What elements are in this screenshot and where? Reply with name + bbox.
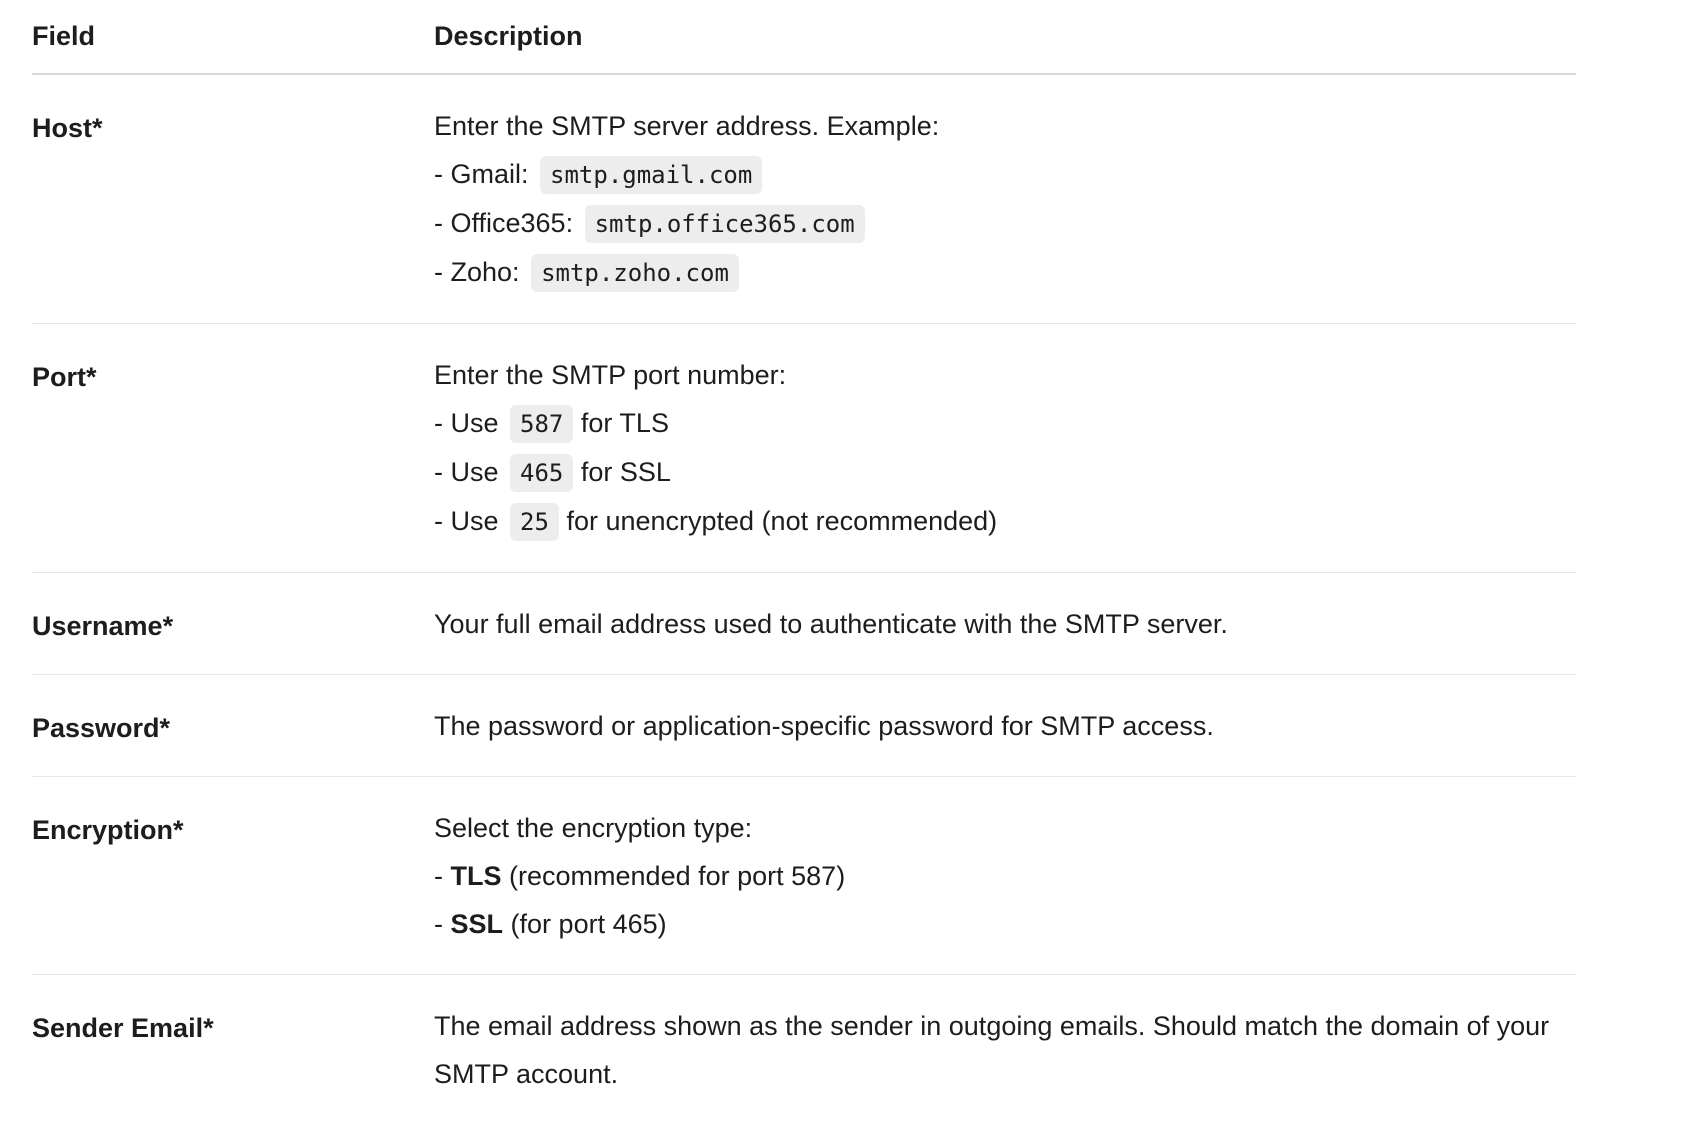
port-item-suffix: for TLS xyxy=(581,408,669,438)
port-item-tls xyxy=(434,399,1576,448)
field-label-password: Password* xyxy=(32,704,434,752)
host-item-gmail xyxy=(434,150,1576,199)
encryption-type-name: TLS xyxy=(451,861,502,891)
code-snippet: 587 xyxy=(510,405,573,443)
column-header-field: Field xyxy=(32,0,434,74)
code-snippet: 465 xyxy=(510,454,573,492)
table-row-sender-email xyxy=(32,975,1576,1124)
description-encryption xyxy=(434,777,1576,975)
description-host xyxy=(434,74,1576,324)
table-row-password xyxy=(32,675,1576,777)
table-row-username xyxy=(32,573,1576,675)
smtp-fields-table xyxy=(32,0,1576,1124)
password-text: The password or application-specific password for SMTP access. xyxy=(434,702,1576,750)
code-snippet: smtp.office365.com xyxy=(585,205,865,243)
description-sender-email xyxy=(434,975,1576,1124)
field-name-host xyxy=(32,74,434,324)
port-item-prefix: - Use xyxy=(434,506,499,536)
encryption-item-ssl xyxy=(434,900,1576,948)
port-item-ssl xyxy=(434,448,1576,497)
field-label-port: Port* xyxy=(32,353,434,401)
field-label-username: Username* xyxy=(32,602,434,650)
encryption-type-name: SSL xyxy=(451,909,504,939)
host-item-prefix: - Zoho: xyxy=(434,257,520,287)
encryption-item-tls xyxy=(434,852,1576,900)
field-label-host: Host* xyxy=(32,104,434,152)
field-name-encryption xyxy=(32,777,434,975)
port-item-prefix: - Use xyxy=(434,408,499,438)
table-row-port xyxy=(32,324,1576,573)
port-intro: Enter the SMTP port number: xyxy=(434,351,1576,399)
field-label-sender-email: Sender Email* xyxy=(32,1004,434,1052)
field-name-password xyxy=(32,675,434,777)
port-item-suffix: for unencrypted (not recommended) xyxy=(566,506,997,536)
smtp-fields-table-wrapper xyxy=(32,0,1576,1124)
host-item-office365 xyxy=(434,199,1576,248)
field-label-encryption: Encryption* xyxy=(32,806,434,854)
field-name-sender-email xyxy=(32,975,434,1124)
code-snippet: 25 xyxy=(510,503,559,541)
description-port xyxy=(434,324,1576,573)
encryption-intro: Select the encryption type: xyxy=(434,804,1576,852)
host-item-prefix: - Office365: xyxy=(434,208,573,238)
host-intro: Enter the SMTP server address. Example: xyxy=(434,102,1576,150)
table-header-row xyxy=(32,0,1576,74)
sender-email-text: The email address shown as the sender in outgoing emails. Should match the domain of your SMTP account. xyxy=(434,1002,1576,1098)
host-item-zoho xyxy=(434,248,1576,297)
column-header-description: Description xyxy=(434,0,1576,74)
encryption-item-suffix: (for port 465) xyxy=(511,909,667,939)
encryption-item-suffix: (recommended for port 587) xyxy=(509,861,845,891)
encryption-item-prefix: - xyxy=(434,909,443,939)
port-item-unencrypted xyxy=(434,497,1576,546)
table-row-host xyxy=(32,74,1576,324)
description-password xyxy=(434,675,1576,777)
description-username xyxy=(434,573,1576,675)
field-name-username xyxy=(32,573,434,675)
port-item-prefix: - Use xyxy=(434,457,499,487)
field-name-port xyxy=(32,324,434,573)
encryption-item-prefix: - xyxy=(434,861,443,891)
username-text: Your full email address used to authenticate with the SMTP server. xyxy=(434,600,1576,648)
port-item-suffix: for SSL xyxy=(581,457,671,487)
code-snippet: smtp.gmail.com xyxy=(540,156,762,194)
code-snippet: smtp.zoho.com xyxy=(531,254,739,292)
table-row-encryption xyxy=(32,777,1576,975)
host-item-prefix: - Gmail: xyxy=(434,159,529,189)
